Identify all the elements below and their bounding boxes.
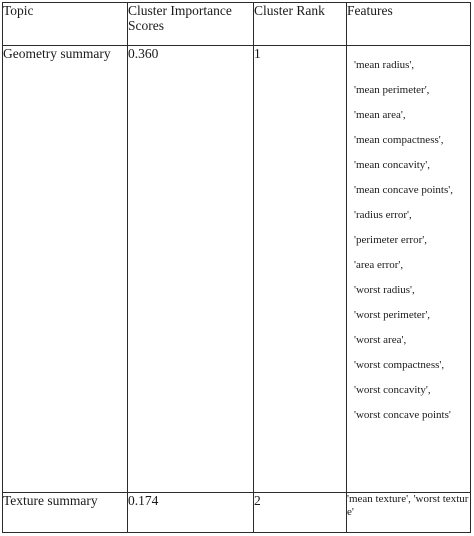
- header-cluster-rank: Cluster Rank: [254, 3, 347, 46]
- score-cell: 0.360: [128, 46, 254, 493]
- feature-item: 'worst compactness',: [354, 359, 445, 371]
- feature-item: 'worst area',: [354, 334, 407, 346]
- header-cluster-importance-scores: Cluster Importance Scores: [128, 3, 254, 46]
- score-cell: 0.174: [128, 493, 254, 533]
- feature-item: 'mean compactness',: [354, 134, 444, 146]
- cluster-table: [2, 2, 471, 533]
- header-row: [3, 3, 471, 46]
- rank-cell: 2: [254, 493, 347, 533]
- feature-item: 'worst concavity',: [354, 384, 431, 396]
- features-cell: [347, 46, 471, 493]
- feature-item: 'area error',: [354, 259, 404, 271]
- header-topic: Topic: [3, 3, 128, 46]
- topic-cell: Texture summary: [3, 493, 128, 533]
- feature-item: 'mean area',: [354, 109, 406, 121]
- table-row: [3, 493, 471, 533]
- feature-item: 'worst perimeter',: [354, 309, 431, 321]
- feature-item: 'perimeter error',: [354, 234, 427, 246]
- feature-item: 'mean concave points',: [354, 184, 453, 196]
- features-cell: 'mean texture', 'worst texture': [347, 493, 471, 533]
- feature-item: 'mean radius',: [354, 59, 415, 71]
- rank-cell: 1: [254, 46, 347, 493]
- feature-item: 'worst radius',: [354, 284, 415, 296]
- feature-item: 'mean perimeter',: [354, 84, 430, 96]
- table-row: [3, 46, 471, 493]
- feature-item: 'radius error',: [354, 209, 412, 221]
- header-features: Features: [347, 3, 471, 46]
- features-list: [347, 46, 470, 422]
- feature-item: 'mean concavity',: [354, 159, 431, 171]
- feature-item: 'worst concave points': [354, 409, 451, 421]
- topic-cell: Geometry summary: [3, 46, 128, 493]
